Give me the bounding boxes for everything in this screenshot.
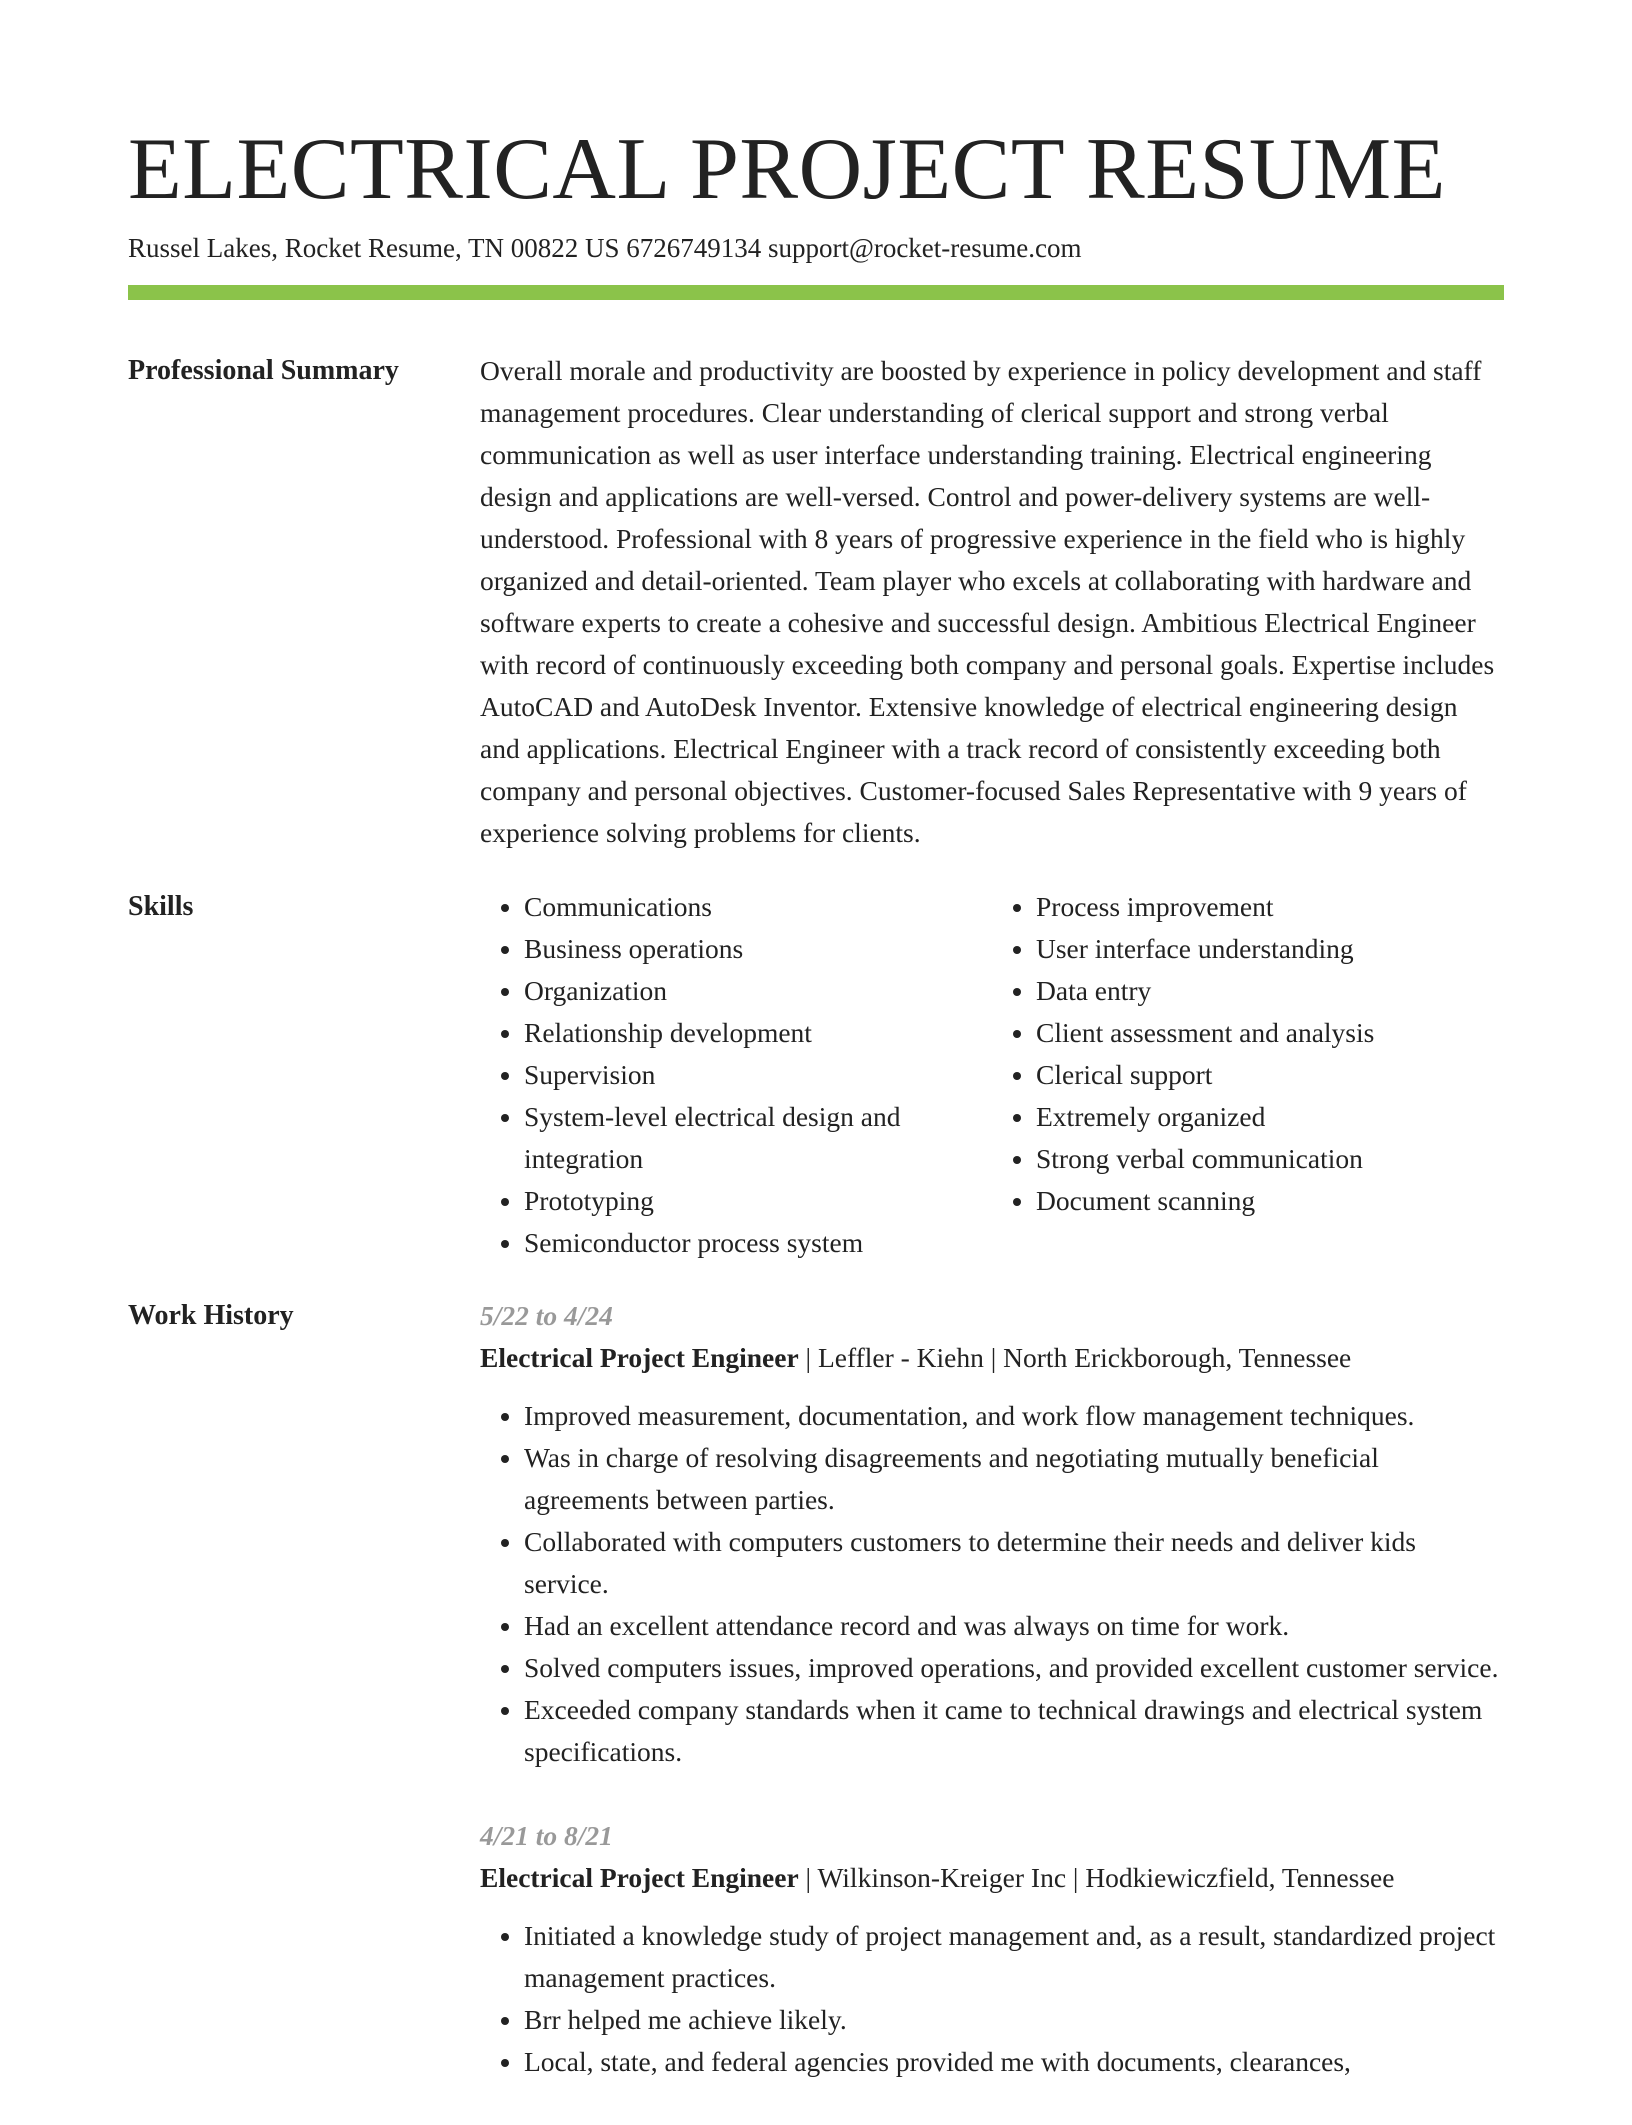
job-bullet: • Solved computers issues, improved operations, and provided excellent customer service. [524,1647,1504,1689]
skills-column-right [992,886,1504,1264]
summary-heading: Professional Summary [128,355,399,386]
job-bullet: • Collaborated with computers customers to determine their needs and deliver kids service. [524,1521,1504,1605]
skills-body [480,886,1504,1264]
contact-email: support@rocket-resume.com [767,233,1082,263]
skill-item: • Data entry [1036,970,1504,1012]
job-entry [480,1295,1504,1773]
skill-item: • Prototyping [524,1180,992,1222]
job-bullets [480,1395,1504,1773]
contact-address: Russel Lakes, Rocket Resume, TN 00822 US [128,233,620,263]
job-bullet: • Exceeded company standards when it came to technical drawings and electrical system specifications. [524,1689,1504,1773]
skill-item: • Organization [524,970,992,1012]
contact-line [128,230,1082,266]
job-heading [480,1337,1504,1379]
job-company: | Leffler - Kiehn [799,1342,984,1373]
job-bullet: • Had an excellent attendance record and was always on time for work. [524,1605,1504,1647]
work-history-heading: Work History [128,1300,294,1331]
skills-columns [480,886,1504,1264]
job-bullet: • Initiated a knowledge study of project management and, as a result, standardized project management practices. [524,1915,1504,1999]
accent-divider [128,285,1504,300]
job-heading [480,1857,1504,1899]
summary-body [480,350,1504,854]
job-bullets [480,1915,1504,2083]
skill-item: • Clerical support [1036,1054,1504,1096]
resume-title: ELECTRICAL PROJECT RESUME [128,121,1446,218]
job-bullet: • Brr helped me achieve likely. [524,1999,1504,2041]
job-bullet: • Local, state, and federal agencies provided me with documents, clearances, [524,2041,1504,2083]
job-dates: 5/22 to 4/24 [480,1300,613,1331]
skill-item: • Communications [524,886,992,928]
skill-item: • Strong verbal communication [1036,1138,1504,1180]
job-location: | Hodkiewiczfield, Tennessee [1066,1862,1394,1893]
skills-column-left [480,886,992,1264]
skill-item: • Supervision [524,1054,992,1096]
job-dates: 4/21 to 8/21 [480,1820,613,1851]
skill-item: • User interface understanding [1036,928,1504,970]
skill-item: • Document scanning [1036,1180,1504,1222]
job-bullet: • Improved measurement, documentation, and work flow management techniques. [524,1395,1504,1437]
job-entry [480,1815,1504,2083]
job-title: Electrical Project Engineer [480,1862,799,1893]
summary-text: Overall morale and productivity are boosted by experience in policy development and staff management procedures. Clear understanding of clerical support and strong verbal communication as well as user interface understanding training. Electrical engineering design and applications are well-versed. Control and power-delivery systems are well-understood. Professional with 8 years of progressive experience in the field who is highly organized and detail-oriented. Team player who excels at collaborating with hardware and software experts to create a cohesive and successful design. Ambitious Electrical Engineer with record of continuously exceeding both company and personal goals. Expertise includes AutoCAD and AutoDesk Inventor. Extensive knowledge of electrical engineering design and applications. Electrical Engineer with a track record of consistently exceeding both company and personal objectives. Customer-focused Sales Representative with 9 years of experience solving problems for clients. [480,355,1495,848]
skill-item: • Business operations [524,928,992,970]
job-location: | North Erickborough, Tennessee [984,1342,1351,1373]
skill-item: • Semiconductor process system [524,1222,992,1264]
contact-phone: 6726749134 [626,233,762,263]
skill-item: • Relationship development [524,1012,992,1054]
work-history-body [480,1295,1504,2125]
skill-item: • Process improvement [1036,886,1504,928]
job-company: | Wilkinson-Kreiger Inc [799,1862,1066,1893]
skills-heading: Skills [128,891,194,922]
job-bullet: • Was in charge of resolving disagreements and negotiating mutually beneficial agreements between parties. [524,1437,1504,1521]
skill-item: • Client assessment and analysis [1036,1012,1504,1054]
skill-item: • System-level electrical design and integration [524,1096,992,1180]
job-title: Electrical Project Engineer [480,1342,799,1373]
skill-item: • Extremely organized [1036,1096,1504,1138]
